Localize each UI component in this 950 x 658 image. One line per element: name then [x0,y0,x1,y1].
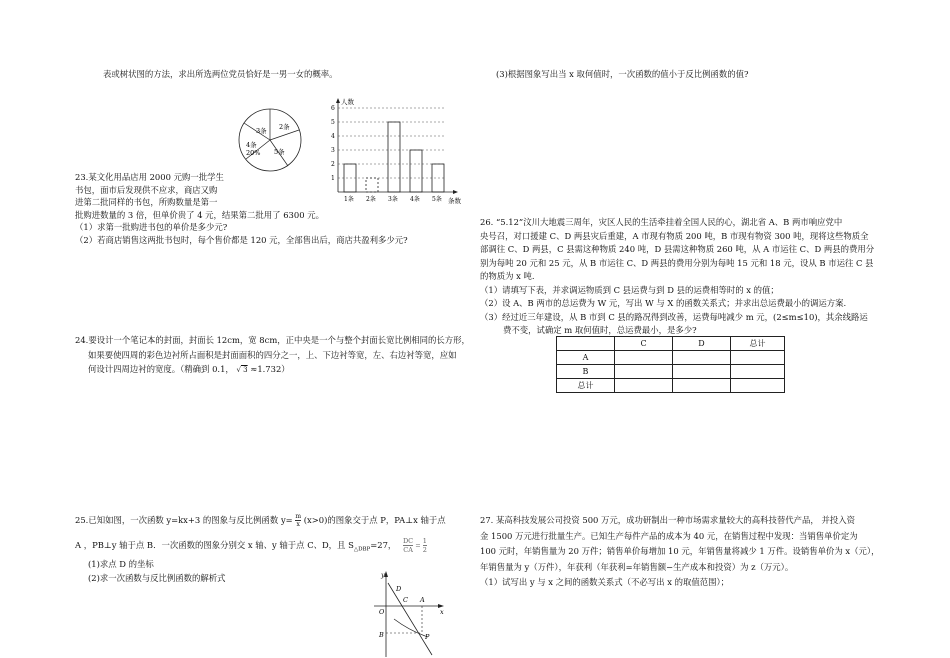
q24-line: 如果要使四周的彩色边衬所占面积是封面面积的四分之一，上、下边衬等宽，左、右边衬等宽，应如 [88,349,457,360]
q25-item-1: (1)求点 D 的坐标 [88,559,154,569]
q22-part3-text: (3)根据图象写出当 x 取何值时，一次函数的值小于反比例函数的值? [496,69,749,79]
y-tick-3: 3 [331,147,335,154]
question-26 [480,217,874,336]
table-cell[interactable] [615,365,673,379]
q26-line: 的物质为 x 吨. [480,271,535,281]
ratio-den: 2 [422,546,427,554]
table-row [557,365,785,379]
table-row-label: B [557,365,615,379]
ratio-num: 1 [422,537,427,545]
graph-label-O: O [379,608,385,616]
table-cell[interactable] [673,365,731,379]
graph-label-A: A [420,596,425,604]
q25-line-2 [75,537,446,554]
y-tick-5: 5 [331,119,335,126]
x-tick-2: 2条 [366,196,376,203]
table-row [557,351,785,365]
y-tick-2: 2 [331,161,335,168]
table-cell[interactable] [673,351,731,365]
table-cell[interactable] [673,379,731,393]
graph-label-B: B [379,631,384,639]
table-header-row [557,337,785,351]
bar-4 [410,150,422,192]
table-cell[interactable] [731,351,785,365]
table-cell[interactable] [615,351,673,365]
q24-sqrt-tail: ≈1.732） [250,364,290,374]
pie-chart [239,109,301,171]
table-header-total: 总计 [731,337,785,351]
q25-item-2: (2)求一次函数与反比例函数的解析式 [88,572,226,583]
q25-graph [370,569,450,658]
q27-line: 年销售量为 y（万件），年获利（年获利=年销售额−生产成本和投资）为 z（万元）。 [480,561,794,572]
q24-line: 24.要设计一个笔记本的封面，封面长 12cm，宽 8cm，正中央是一个与整个封面长宽比例相同的长方形， [75,335,470,345]
q23-line: 进第二批同样的书包，所购数量是第一 [75,197,218,207]
x-axis-label: 条数 [448,197,461,205]
q25-text-2-end: =27， [370,540,397,550]
table-row-label: 总计 [557,379,615,393]
x-tick-5: 5条 [432,196,442,203]
question-24 [75,335,470,375]
q27-line: （1）试写出 y 与 x 之间的函数关系式（不必写出 x 的取值范围）； [480,577,730,587]
pie-label-2: 2条 [279,123,290,131]
pie-label-5: 5条 [274,148,285,156]
q25-line-1 [75,513,446,528]
pie-label-pct: 20% [246,149,261,157]
graph-label-D: D [396,585,402,593]
table-cell [557,337,615,351]
fraction-m-over-x [295,513,301,528]
sqrt-icon: √ 3 [236,366,248,374]
graph-label-C: C [403,596,408,604]
q26-line: 央号召，对口援建 C、D 两县灾后重建，A 市现有物质 200 吨，B 市现有物资 300 吨，现将这些物质全 [480,230,869,241]
pie-label-3: 3条 [256,127,267,135]
x-tick-4: 4条 [410,196,420,203]
q23-line: 书包，面市后发现供不应求，商店又购 [75,184,218,195]
table-row [557,379,785,393]
frac-top: m [295,513,302,520]
question-23 [75,172,408,245]
q25-text-a: 25.已知如图，一次函数 y=kx+3 的图象与反比例函数 y= [75,515,293,525]
q22-intro-text: 表或树状图的方法，求出所选两位党员恰好是一男一女的概率。 [103,69,338,79]
q24-line3-text: 何设计四周边衬的宽度。（精确到 0.1， [88,364,234,374]
q27-line: 金 1500 万元进行批量生产。已知生产每件产品的成本为 40 元，在销售过程中发现：当销售单价定为 [480,530,858,541]
freight-table [556,336,785,393]
graph-label-x: x [440,608,444,616]
table-cell[interactable] [731,365,785,379]
y-tick-4: 4 [331,133,335,140]
q27-line: 27. 某高科技发展公司投资 500 万元，成功研制出一种市场需求量较大的高科技替代产品， 并投入资 [480,515,855,525]
table-cell[interactable] [731,379,785,393]
graph-label-y: y [381,571,385,579]
x-tick-1: 1条 [344,196,354,203]
y-tick-6: 6 [331,105,335,112]
q26-line: 费不变，试确定 m 取何值时，总运费最小，是多少? [503,325,697,335]
q23-line: 23.某文化用品店用 2000 元购一批学生 [75,172,224,182]
ratio-ca: CA [403,546,413,554]
frac-bot: x [296,521,300,528]
ratio-dc: DC [402,537,414,545]
q24-line [75,364,470,375]
q26-line: 26. “5.12”汶川大地震三周年，灾区人民的生活牵挂着全国人民的心，湖北省 A、B 两市响应党中 [480,217,843,227]
ratio-expression: $\frac{DC}{CA}$ = $\frac{1}{2}$ [402,537,427,554]
y-tick-1: 1 [331,175,335,182]
q26-line: （2）设 A、B 两市的总运费为 W 元，写出 W 与 X 的函数关系式；并求出总运费最小的调运方案. [480,298,847,308]
q26-line: （1）请填写下表，并求调运物质到 C 县运费与到 D 县的运费相等时的 x 的值； [480,284,779,295]
q23-line: （2）若商店销售这两批书包时，每个售价都是 120 元，全部售出后，商店共盈利多少元? [75,234,408,245]
q26-line: 部调往 C、D 两县，C 县需这种物质 240 吨，D 县需这种物质 260 吨，从 A 市运往 C、D 两县的费用分 [480,244,875,254]
y-axis-label: 人数 [341,98,354,106]
table-cell[interactable] [615,379,673,393]
table-row-label: A [557,351,615,365]
question-27 [480,515,879,588]
pie-label-4: 4条 [246,141,257,149]
table-header-D: D [673,337,731,351]
q25-text-2: A ，PB⊥y 轴于点 B．一次函数的图象分别交 x 轴、y 轴于点 C、D，且 S [75,540,354,550]
q26-line: （3）经过近三年建设，从 B 市到 C 县的路况得到改善，运费每吨减少 m 元，(2≤m≤10)，其余线路运 [480,311,868,322]
x-tick-3: 3条 [388,196,398,203]
q25-text-b: (x>0)的图象交于点 P，PA⊥x 轴于点 [303,515,446,525]
q26-line: 别为每吨 20 元和 25 元，从 B 市运往 C、D 两县的费用分别为每吨 15 元和 18 元，设从 B 市运往 C 县 [480,257,874,268]
table-header-C: C [615,337,673,351]
graph-label-P: P [425,633,430,641]
q27-line: 100 元时，年销售量为 20 万件；销售单价每增加 10 元，年销售量将减少 1 万件。设销售单价为 x（元）， [480,546,880,556]
q23-line: （1）求第一批购进书包的单价是多少元? [75,222,228,232]
q23-line: 批购进数量的 3 倍，但单价贵了 4 元，结果第二批用了 6300 元。 [75,209,324,220]
q25-subscript: △DBP [353,546,371,553]
